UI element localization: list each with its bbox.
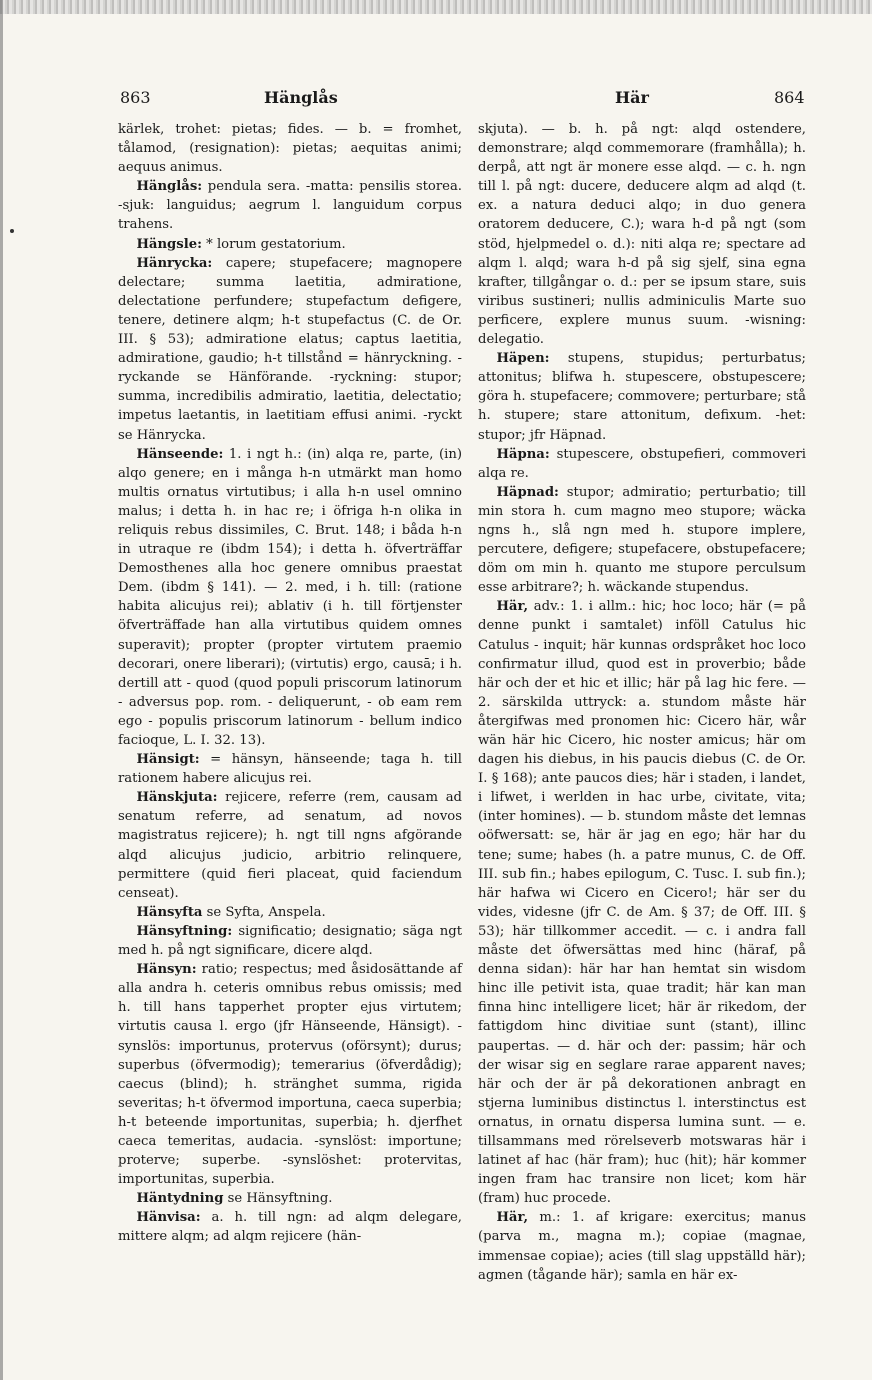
dictionary-entry [478, 1208, 806, 1284]
dictionary-entry [118, 903, 462, 922]
dictionary-entry [478, 120, 806, 349]
entry-text: m.: 1. af krigare: exercitus; manus (parva m., magna m.); copiae (magnae, immensae copiae); acies (till slag uppställd här); agmen (tågande här); samla en här ex- [478, 1210, 806, 1283]
entry-headword: Hänvisa: [136, 1210, 201, 1226]
dictionary-entry [118, 235, 462, 254]
entry-text: * lorum gestatorium. [201, 236, 346, 252]
page-number-right: 864 [774, 88, 805, 107]
entry-text: kärlek, trohet: pietas; fides. — b. = fromhet, tålamod, (resignation): pietas; aequitas animi; aequus animus. [118, 122, 462, 176]
dictionary-entry [118, 254, 462, 445]
entry-headword: Hänsigt: [136, 752, 200, 768]
dictionary-entry [478, 445, 806, 483]
margin-dot [10, 229, 14, 233]
dictionary-entry [118, 445, 462, 751]
entry-headword: Häpen: [496, 351, 550, 367]
running-headword-right: Här [615, 88, 649, 107]
entry-headword: Häntydning [136, 1191, 224, 1207]
entry-headword: Hänseende: [136, 446, 224, 462]
dictionary-entry [118, 1208, 462, 1246]
entry-headword: Hänglås: [136, 179, 203, 195]
dictionary-entry [118, 1189, 462, 1208]
entry-text: a. h. till ngn: ad alqm delegare, mittere alqm; ad alqm rejicere (hän- [118, 1210, 462, 1245]
page-edge-top [0, 0, 872, 14]
entry-text: capere; stupefacere; magnopere delectare; summa laetitia, admiratione, delectatione perfundere; stupefactum defigere, tenere, detinere alqm; h-t stupefactus (C. de Or. III. § 53); admiratione elatus; captus laetitia, admiratione, gaudio; h-t tillstånd = hänryckning. -ryckande se Hänförande. -ryckning: stupor; summa, incredibilis admiratio, laetitia, delectatio; impetus laetantis, in laetitiam effusi animi. -ryckt se Hänrycka. [118, 255, 462, 443]
entry-text: ratio; respectus; med åsidosättande af alla andra h. ceteris omnibus rebus omissis; med h. till hans tapperhet propter ejus virtutem; virtutis causa l. ergo (jfr Hänseende, Hänsigt). -synslös: importunus, protervus (oförsynt); durus; superbus (öfvermodig); temerarius (öfverdådig); caecus (blind); h. stränghet summa, rigida severitas; h-t öfvermod importuna, caeca superbia; h-t beteende importunitas, superbia; h. djerfhet caeca temeritas, audacia. -synslöst: importune; proterve; superbe. -synslöshet: protervitas, importunitas, superbia. [118, 962, 462, 1188]
entry-text: se Syfta, Anspela. [202, 904, 326, 920]
entry-headword: Hänsyn: [136, 962, 197, 978]
entry-text: = hänsyn, hänseende; taga h. till rationem habere alicujus rei. [118, 752, 462, 787]
entry-text: stupescere, obstupefieri, commoveri alqa re. [478, 446, 806, 481]
entry-text: se Hänsyftning. [223, 1191, 333, 1207]
right-column [478, 120, 806, 1285]
running-header [0, 88, 872, 112]
entry-headword: Häpnad: [496, 484, 559, 500]
entry-headword: Hängsle: [136, 236, 202, 252]
entry-headword: Här, [496, 599, 529, 615]
entry-text: stupens, stupidus; perturbatus; attonitus; blifwa h. stupescere, obstupescere; göra h. stupefacere; commovere; perturbare; stå h. stupere; stare attonitum, defixum. -het: stupor; jfr Häpnad. [478, 351, 806, 443]
dictionary-entry [118, 177, 462, 234]
dictionary-entry [118, 120, 462, 177]
dictionary-entry [478, 483, 806, 598]
page-number-left: 863 [120, 88, 151, 107]
entry-headword: Hänsyftning: [136, 923, 233, 939]
entry-text: significatio; designatio; säga ngt med h. på ngt significare, dicere alqd. [118, 923, 462, 959]
dictionary-entry [118, 750, 462, 788]
dictionary-entry [478, 349, 806, 444]
entry-headword: Här, [496, 1210, 529, 1226]
dictionary-entry [118, 922, 462, 960]
entry-text: stupor; admiratio; perturbatio; till min stora h. cum magno meo stupore; wäcka ngns h., slå ngn med h. stupore implere, percutere, defigere; stupefacere, obstupefacere; döm om min h. quanto me stupore perculsum esse arbitrare?; h. wäckande stupendus. [478, 484, 806, 596]
entry-text: skjuta). — b. h. på ngt: alqd ostendere, demonstrare; alqd commemorare (framhålla); h. derpå, att ngt är monere esse alqd. — c. h. ngn till l. på ngt: ducere, deducere alqm ad alqd (t. ex. a natura deduci alqo; in duo genera oratorem deducere, C.); wara h-d på ngt (som stöd, hjelpmedel o. d.): niti alqa re; spectare ad alqm l. alqd; wara h-d på sig sjelf, sina egna krafter, tillgångar o. d.: per se ipsum stare, suis viribus sustineri; nullis adminiculis Marte suo perficere, explere munus suum. -wisning: delegatio. [478, 122, 806, 348]
entry-text: rejicere, referre (rem, causam ad senatum referre, ad senatum, ad novos magistratus rejicere); h. ngt till ngns afgörande alqd alicujus judicio, arbitrio relinquere, permittere (quid fieri placeat, quid faciendum censeat). [118, 790, 462, 901]
entry-headword: Hänrycka: [136, 255, 213, 271]
entry-headword: Häpna: [496, 446, 550, 462]
left-column [118, 120, 462, 1247]
dictionary-entry [478, 597, 806, 1208]
dictionary-entry [118, 788, 462, 903]
running-headword-left: Hänglås [264, 88, 338, 107]
page-edge-left [0, 0, 3, 1380]
entry-headword: Hänskjuta: [136, 790, 218, 806]
entry-text: 1. i ngt h.: (in) alqa re, parte, (in) alqo genere; en i många h-n utmärkt man homo multis ornatus virtutibus; i alla h-n usel omnino malus; i detta h. in hac re; i öfriga h-n olika in reliquis rebus dissimiles, C. Brut. 148; i båda h-n in utraque re (ibdm 154); i detta h. öfverträffar Demosthenes alla hoc genere omnibus praestat Dem. (ibdm § 141). — 2. med, i h. till: (ratione habita alicujus rei); ablativ (i h. till förtjenster öfverträffade han alla virtutibus quidem omnes superavit); propter (propter virtutem praemio decorari, onere liberari); (virtutis) ergo, causā; i h. dertill att - quod (quod populi priscorum latinorum - adversus pop. rom. - deliquerunt, - ob eam rem ego - populis priscorum latinorum - bellum indico facioque, L. I. 32. 13). [118, 446, 462, 748]
entry-text: adv.: 1. i allm.: hic; hoc loco; här (= på denne punkt i samtalet) inföll Catulus hic Catulus - inquit; här kunnas ordspråket hoc loco confirmatur illud, quod est in proverbio; både här och der et hic et illic; här på lag hic fere. — 2. särskilda uttryck: a. stundom måste här återgifwas med pronomen hic: Cicero här, wår wän här hic Cicero, hic noster amicus; här om dagen his diebus, in his paucis diebus (C. de Or. I. § 168); ante paucos dies; här i staden, i landet, i lifwet, i werlden in hac urbe, civitate, vita; (inter homines). — b. stundom måste det lemnas oöfwersatt: se, här är jag en ego; här har du tene; sume; habes (h. a patre munus, C. de Off. III. sub fin.; habes epilogum, C. Tusc. I. sub fin.); här hafwa wi Cicero en Cicero!; här ser du vides, videsne (jfr C. de Am. § 37; de Off. III. § 53); här tillkommer accedit. — c. i andra fall måste det öfwersättas med hinc (häraf, på denna sidan): här har han hemtat sin wisdom hinc ille petivit ista, quae tradit; här kan man finna hinc intelligere licet; här är rikedom, der fattigdom hinc divitiae sunt (stant), illinc paupertas. — d. här och der: passim; här och der wisar sig en seglare rarae apparent naves; här och der är på dekorationen anbragt en stjerna luminibus distinctus l. interstinctus est ornatus, in ornatu dispersa lumina sunt. — e. tillsammans med rörelseverb motswaras här i latinet af hac (här fram); huc (hit); här kommer ingen fram hac transire non licet; kom här (fram) huc procede. [478, 599, 806, 1207]
dictionary-entry [118, 960, 462, 1189]
entry-text: pendula sera. -matta: pensilis storea. -sjuk: languidus; aegrum l. languidum corpus trahens. [118, 179, 462, 233]
entry-headword: Hänsyfta [136, 904, 203, 920]
